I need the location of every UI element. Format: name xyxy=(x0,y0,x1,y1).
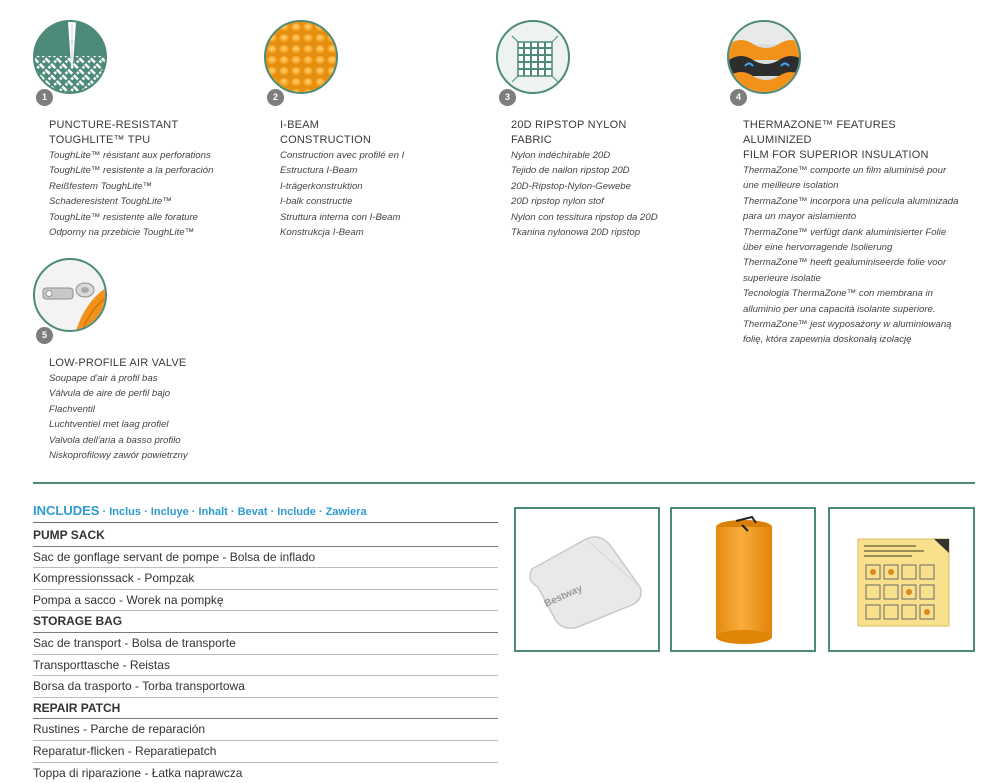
i-beam-cells-icon xyxy=(264,20,338,94)
repair-patch-image xyxy=(830,509,973,650)
includes-category: REPAIR PATCH xyxy=(33,698,498,720)
feature-translation: Nylon indéchirable 20D xyxy=(511,150,611,161)
feature-translation: Válvula de aire de perfil bajo xyxy=(49,388,171,400)
feature-translation: ThermaZone™ jest wyposażony w aluminiowaną xyxy=(743,319,952,331)
feature-title: THERMAZONE™ FEATURES ALUMINIZED xyxy=(743,119,896,146)
feature-translation: 20D ripstop nylon stof xyxy=(511,196,604,208)
pump-sack-image-box xyxy=(514,507,660,652)
feature-translation: une meilleure isolation xyxy=(743,180,839,192)
includes-item: Reparatur-flicken - Reparatiepatch xyxy=(33,741,498,763)
storage-bag-image-box xyxy=(670,507,816,652)
feature-translation: Construction avec profilé en I xyxy=(280,150,405,161)
includes-heading xyxy=(33,503,498,518)
pump-sack-image xyxy=(516,509,658,650)
feature-translation: ThermaZone™ incorpora una película aluminizada xyxy=(743,195,959,207)
includes-item: Pompa a sacco - Worek na pompkę xyxy=(33,590,498,612)
air-valve-icon xyxy=(33,258,107,332)
includes-item: Transporttasche - Reistas xyxy=(33,655,498,677)
feature-translation: ThermaZone™ comporte un film aluminisé pour xyxy=(743,165,947,176)
feature-translation: Flachventil xyxy=(49,403,95,415)
feature-title: I-BEAM CONSTRUCTION xyxy=(280,119,372,146)
includes-item: Sac de gonflage servant de pompe - Bolsa de inflado xyxy=(33,547,498,569)
feature-translation: Tecnologia ThermaZone™ con membrana in xyxy=(743,288,934,300)
feature-translation: Struttura interna con I-Beam xyxy=(280,211,401,223)
feature-translation: folię, która zapewnia doskonałą izolację xyxy=(743,334,912,346)
puncture-resistant-fabric-icon xyxy=(33,20,107,94)
feature-title: TOUGHLITE™ TPU xyxy=(49,134,151,146)
feature-translation: Reißfestem ToughLite™ xyxy=(49,180,153,192)
feature-number-badge: 3 xyxy=(498,88,517,107)
includes-category: STORAGE BAG xyxy=(33,611,498,633)
feature-translation: alluminio per una capacità isolante superiore. xyxy=(743,303,936,315)
feature-translation: Nylon con tessitura ripstop da 20D xyxy=(511,211,658,223)
thermazone-insulation-icon xyxy=(727,20,801,94)
includes-title: INCLUDES xyxy=(33,503,100,518)
feature-translation: Schaderesistent ToughLite™ xyxy=(49,196,172,208)
feature-translation: Niskoprofilowy zawór powietrzny xyxy=(49,450,188,462)
feature-number-badge: 2 xyxy=(266,88,285,107)
feature-translation: Estructura I-Beam xyxy=(280,165,358,177)
section-divider xyxy=(33,482,975,484)
includes-item: Borsa da trasporto - Torba transportowa xyxy=(33,676,498,698)
feature-translation: ToughLite™ resistente alle forature xyxy=(49,211,198,223)
feature-translation: superieure isolatie xyxy=(743,272,821,284)
feature-title: FILM FOR SUPERIOR INSULATION xyxy=(743,149,929,161)
feature-translation: para un mayor aislamiento xyxy=(743,211,857,223)
feature-translation: Soupape d'air à profil bas xyxy=(49,373,158,384)
brand-logo: Bestway xyxy=(542,583,585,610)
feature-title: 20D RIPSTOP NYLON FABRIC xyxy=(511,119,627,146)
feature-translation: Tejido de nailon ripstop 20D xyxy=(511,165,630,177)
feature-translation: Odporny na przebicie ToughLite™ xyxy=(49,227,195,239)
feature-translation: Tkanina nylonowa 20D ripstop xyxy=(511,227,641,239)
storage-bag-image xyxy=(672,509,814,650)
feature-translation: über eine hervorragende Isolierung xyxy=(743,242,893,254)
ripstop-weave-icon xyxy=(496,20,570,94)
includes-item: Kompressionssack - Pompzak xyxy=(33,568,498,590)
feature-translation: ToughLite™ résistant aux perforations xyxy=(49,150,211,161)
repair-patch-image-box xyxy=(828,507,975,652)
feature-translation: ToughLite™ resistente a la perforación xyxy=(49,165,214,177)
includes-translations: · Inclus · Incluye · Inhalt · Bevat · Include · Zawiera xyxy=(99,506,367,518)
includes-item: Toppa di riparazione - Łatka naprawcza xyxy=(33,765,243,780)
feature-translation: I-balk constructie xyxy=(280,196,353,208)
feature-number-badge: 4 xyxy=(729,88,748,107)
feature-translation: Luchtventiel met laag profiel xyxy=(49,419,169,431)
feature-number-badge: 5 xyxy=(35,326,54,345)
includes-category: PUMP SACK xyxy=(33,525,498,547)
feature-translation: Valvola dell'aria a basso profilo xyxy=(49,434,181,446)
includes-item: Rustines - Parche de reparación xyxy=(33,719,498,741)
includes-heading-rule xyxy=(33,522,498,523)
feature-title: PUNCTURE-RESISTANT xyxy=(49,119,179,131)
feature-translation: I-trägerkonstruktion xyxy=(280,180,363,192)
feature-translation: ThermaZone™ heeft gealuminiseerde folie voor xyxy=(743,257,947,269)
includes-list xyxy=(33,525,498,783)
includes-item: Sac de transport - Bolsa de transporte xyxy=(33,633,498,655)
feature-translation: 20D-Ripstop-Nylon-Gewebe xyxy=(511,180,631,192)
feature-title: LOW-PROFILE AIR VALVE xyxy=(49,357,187,369)
feature-translation: Konstrukcja I-Beam xyxy=(280,227,364,239)
feature-translation: ThermaZone™ verfügt dank aluminisierter Folie xyxy=(743,226,947,238)
feature-number-badge: 1 xyxy=(35,88,54,107)
